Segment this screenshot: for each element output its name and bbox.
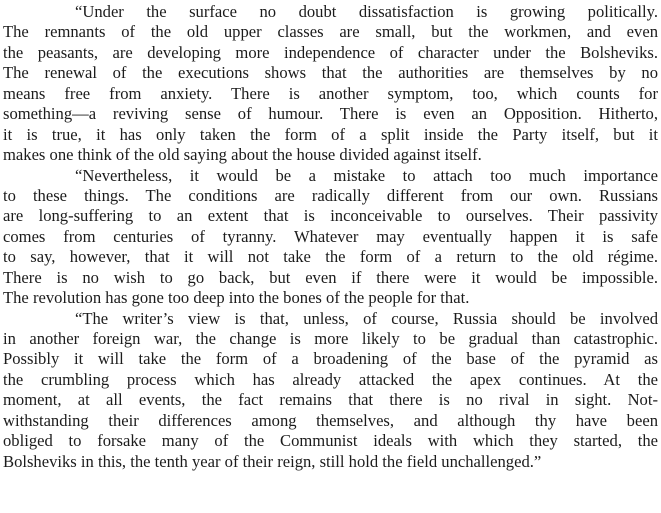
text-line: comes from centuries of tyranny. Whatever may eventually happen it is safe	[3, 226, 658, 246]
text-line: moment, at all events, the fact remains that there is no rival in sight. Not-	[3, 390, 658, 410]
text-line: it is true, it has only taken the form of a split inside the Party itself, but it	[3, 124, 658, 144]
text-line: The revolution has gone too deep into the bones of the people for that.	[3, 288, 470, 308]
text-line: in another foreign war, the change is more likely to be gradual than catastrophic.	[3, 329, 658, 348]
text-line: are long-suffering to an extent that is inconceivable to ourselves. Their passivity	[3, 206, 658, 226]
text-line: withstanding their differences among themselves, and although thy have been	[3, 410, 658, 430]
text-line: The renewal of the executions shows that the authorities are themselves by no	[3, 63, 658, 83]
text-line: the peasants, are developing more independence of character under the Bolsheviks.	[3, 42, 658, 62]
text-line: Bolsheviks in this, the tenth year of their reign, still hold the field unchallenged.”	[3, 451, 542, 471]
text-line: “Nevertheless, it would be a mistake to attach too much importance	[75, 165, 658, 185]
paragraph-1	[3, 2, 658, 166]
paragraph-3	[3, 309, 658, 473]
text-line: means free from anxiety. There is another symptom, too, which counts for	[3, 83, 658, 103]
text-line: “The writer’s view is that, unless, of course, Russia should be involved	[75, 308, 658, 328]
text-line: obliged to forsake many of the Communist ideals with which they started, the	[3, 431, 658, 451]
text-line: The remnants of the old upper classes are small, but the workmen, and even	[3, 22, 658, 42]
text-line: something—a reviving sense of humour. There is even an Opposition. Hitherto,	[3, 104, 658, 124]
paragraph-2	[3, 166, 658, 309]
text-line: Possibly it will take the form of a broadening of the base of the pyramid as	[3, 349, 658, 369]
text-line: “Under the surface no doubt dissatisfaction is growing politically.	[75, 2, 658, 21]
text-line: makes one think of the old saying about the house divided against itself.	[3, 145, 482, 165]
text-line: to say, however, that it will not take the form of a return to the old régime.	[3, 247, 658, 267]
text-line: to these things. The conditions are radically different from our own. Russians	[3, 185, 658, 205]
text-line: There is no wish to go back, but even if there were it would be impossible.	[3, 267, 658, 287]
text-line: the crumbling process which has already attacked the apex continues. At the	[3, 369, 658, 389]
